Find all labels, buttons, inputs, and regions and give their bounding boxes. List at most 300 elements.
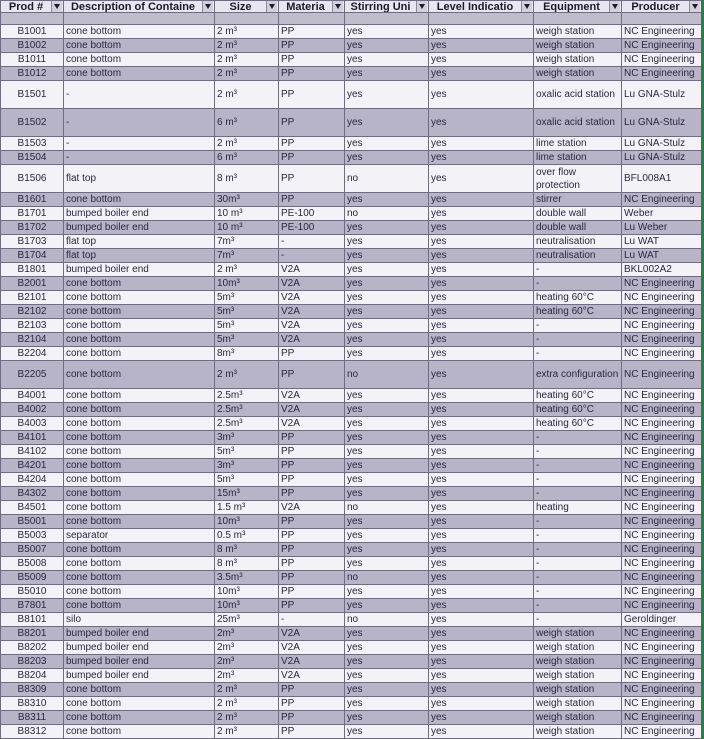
cell-stirring[interactable]: yes	[345, 319, 429, 333]
cell-producer[interactable]: NC Engineering	[622, 333, 702, 347]
table-row[interactable]	[1, 711, 702, 725]
cell-stirring[interactable]: yes	[345, 431, 429, 445]
table-row[interactable]	[1, 655, 702, 669]
cell-prod[interactable]: B1002	[1, 39, 64, 53]
cell-equipment[interactable]: heating 60°C	[534, 403, 622, 417]
cell-description[interactable]: cone bottom	[64, 557, 215, 571]
cell-producer[interactable]: NC Engineering	[622, 627, 702, 641]
cell-size[interactable]: 2 m³	[215, 361, 279, 389]
cell-stirring[interactable]: yes	[345, 291, 429, 305]
cell-description[interactable]: -	[64, 151, 215, 165]
table-row[interactable]	[1, 221, 702, 235]
cell-equipment[interactable]: -	[534, 277, 622, 291]
cell[interactable]	[215, 13, 279, 25]
table-row[interactable]	[1, 641, 702, 655]
cell-equipment[interactable]: weigh station	[534, 627, 622, 641]
cell-level[interactable]: yes	[429, 165, 534, 193]
cell-producer[interactable]: Lu GNA-Stulz	[622, 151, 702, 165]
cell-equipment[interactable]: -	[534, 473, 622, 487]
cell-size[interactable]: 8 m³	[215, 557, 279, 571]
cell-stirring[interactable]: yes	[345, 627, 429, 641]
table-row[interactable]	[1, 417, 702, 431]
cell-producer[interactable]: BKL002A2	[622, 263, 702, 277]
cell-producer[interactable]: NC Engineering	[622, 585, 702, 599]
cell-size[interactable]: 2 m³	[215, 725, 279, 739]
cell-description[interactable]: cone bottom	[64, 683, 215, 697]
cell-prod[interactable]: B1701	[1, 207, 64, 221]
cell-producer[interactable]: NC Engineering	[622, 193, 702, 207]
cell-size[interactable]: 8 m³	[215, 165, 279, 193]
cell-producer[interactable]: Weber	[622, 207, 702, 221]
cell-prod[interactable]: B5008	[1, 557, 64, 571]
cell-producer[interactable]: BFL008A1	[622, 165, 702, 193]
cell-prod[interactable]: B1601	[1, 193, 64, 207]
cell-description[interactable]: bumped boiler end	[64, 669, 215, 683]
cell-description[interactable]: cone bottom	[64, 431, 215, 445]
cell-producer[interactable]: NC Engineering	[622, 669, 702, 683]
cell-description[interactable]: -	[64, 109, 215, 137]
filter-dropdown-icon[interactable]	[609, 1, 620, 12]
cell-equipment[interactable]: neutralisation	[534, 235, 622, 249]
cell[interactable]	[534, 13, 622, 25]
cell-prod[interactable]: B2205	[1, 361, 64, 389]
cell-stirring[interactable]: no	[345, 361, 429, 389]
cell-material[interactable]: PP	[279, 347, 345, 361]
cell-description[interactable]: cone bottom	[64, 53, 215, 67]
cell-level[interactable]: yes	[429, 487, 534, 501]
cell-producer[interactable]: Geroldinger	[622, 613, 702, 627]
cell-equipment[interactable]: neutralisation	[534, 249, 622, 263]
cell-prod[interactable]: B1502	[1, 109, 64, 137]
cell-equipment[interactable]: weigh station	[534, 641, 622, 655]
cell-material[interactable]: PP	[279, 515, 345, 529]
filter-dropdown-icon[interactable]	[202, 1, 213, 12]
cell-description[interactable]: cone bottom	[64, 585, 215, 599]
cell-equipment[interactable]: -	[534, 347, 622, 361]
cell-equipment[interactable]: -	[534, 487, 622, 501]
cell-level[interactable]: yes	[429, 599, 534, 613]
table-row[interactable]	[1, 25, 702, 39]
cell-description[interactable]: cone bottom	[64, 501, 215, 515]
filter-dropdown-icon[interactable]	[51, 1, 62, 12]
table-row[interactable]	[1, 53, 702, 67]
cell-material[interactable]: V2A	[279, 305, 345, 319]
cell-size[interactable]: 6 m³	[215, 151, 279, 165]
cell-equipment[interactable]: oxalic acid station	[534, 81, 622, 109]
cell-size[interactable]: 3m³	[215, 431, 279, 445]
cell-level[interactable]: yes	[429, 403, 534, 417]
cell-producer[interactable]: NC Engineering	[622, 459, 702, 473]
cell-material[interactable]: V2A	[279, 403, 345, 417]
cell-prod[interactable]: B4201	[1, 459, 64, 473]
cell-size[interactable]: 2 m³	[215, 697, 279, 711]
table-row[interactable]	[1, 277, 702, 291]
cell-prod[interactable]: B5001	[1, 515, 64, 529]
cell-stirring[interactable]: yes	[345, 137, 429, 151]
cell-description[interactable]: bumped boiler end	[64, 641, 215, 655]
cell-material[interactable]: PP	[279, 137, 345, 151]
cell-description[interactable]: -	[64, 137, 215, 151]
cell-prod[interactable]: B1504	[1, 151, 64, 165]
cell-prod[interactable]: B8312	[1, 725, 64, 739]
cell-equipment[interactable]: -	[534, 585, 622, 599]
cell-equipment[interactable]: -	[534, 529, 622, 543]
cell-prod[interactable]: B2103	[1, 319, 64, 333]
cell-description[interactable]: cone bottom	[64, 473, 215, 487]
cell-level[interactable]: yes	[429, 655, 534, 669]
cell-producer[interactable]: NC Engineering	[622, 697, 702, 711]
cell-stirring[interactable]: yes	[345, 557, 429, 571]
cell-equipment[interactable]: -	[534, 333, 622, 347]
cell-producer[interactable]: Lu GNA-Stulz	[622, 137, 702, 151]
cell-prod[interactable]: B2001	[1, 277, 64, 291]
cell-material[interactable]: PP	[279, 53, 345, 67]
cell-description[interactable]: bumped boiler end	[64, 263, 215, 277]
table-row[interactable]	[1, 81, 702, 109]
cell-size[interactable]: 6 m³	[215, 109, 279, 137]
table-row[interactable]	[1, 39, 702, 53]
cell-material[interactable]: PP	[279, 165, 345, 193]
cell-prod[interactable]: B1001	[1, 25, 64, 39]
cell-level[interactable]: yes	[429, 585, 534, 599]
cell-material[interactable]: PP	[279, 109, 345, 137]
cell-size[interactable]: 8m³	[215, 347, 279, 361]
cell-producer[interactable]: NC Engineering	[622, 683, 702, 697]
cell-equipment[interactable]: heating	[534, 501, 622, 515]
cell-level[interactable]: yes	[429, 445, 534, 459]
table-row[interactable]	[1, 207, 702, 221]
filter-dropdown-icon[interactable]	[416, 1, 427, 12]
cell-size[interactable]: 10m³	[215, 277, 279, 291]
cell-description[interactable]: cone bottom	[64, 571, 215, 585]
cell[interactable]	[64, 13, 215, 25]
cell[interactable]	[279, 13, 345, 25]
cell-material[interactable]: PP	[279, 543, 345, 557]
cell-producer[interactable]: NC Engineering	[622, 25, 702, 39]
cell-stirring[interactable]: yes	[345, 697, 429, 711]
cell-producer[interactable]: NC Engineering	[622, 655, 702, 669]
cell-prod[interactable]: B4302	[1, 487, 64, 501]
cell-prod[interactable]: B4102	[1, 445, 64, 459]
cell-stirring[interactable]: yes	[345, 249, 429, 263]
cell-material[interactable]: V2A	[279, 263, 345, 277]
cell-size[interactable]: 2 m³	[215, 53, 279, 67]
cell-material[interactable]: V2A	[279, 291, 345, 305]
col-header-producer[interactable]	[622, 1, 702, 13]
cell-material[interactable]: PP	[279, 459, 345, 473]
cell-material[interactable]: PP	[279, 571, 345, 585]
table-row[interactable]	[1, 627, 702, 641]
cell-level[interactable]: yes	[429, 669, 534, 683]
table-row[interactable]	[1, 557, 702, 571]
cell-stirring[interactable]: yes	[345, 347, 429, 361]
cell-producer[interactable]: NC Engineering	[622, 473, 702, 487]
cell-size[interactable]: 2m³	[215, 655, 279, 669]
cell-material[interactable]: V2A	[279, 389, 345, 403]
cell-producer[interactable]: NC Engineering	[622, 487, 702, 501]
cell-producer[interactable]: Lu WAT	[622, 249, 702, 263]
cell-material[interactable]: V2A	[279, 277, 345, 291]
cell-level[interactable]: yes	[429, 221, 534, 235]
cell-prod[interactable]: B8204	[1, 669, 64, 683]
cell-producer[interactable]: NC Engineering	[622, 389, 702, 403]
cell-level[interactable]: yes	[429, 39, 534, 53]
table-row[interactable]	[1, 109, 702, 137]
cell-prod[interactable]: B7801	[1, 599, 64, 613]
cell-equipment[interactable]: -	[534, 459, 622, 473]
cell-description[interactable]: -	[64, 81, 215, 109]
table-row[interactable]	[1, 333, 702, 347]
cell-level[interactable]: yes	[429, 25, 534, 39]
cell-stirring[interactable]: yes	[345, 277, 429, 291]
cell-stirring[interactable]: yes	[345, 599, 429, 613]
cell-stirring[interactable]: yes	[345, 641, 429, 655]
table-row[interactable]	[1, 445, 702, 459]
cell-level[interactable]: yes	[429, 613, 534, 627]
cell-stirring[interactable]: yes	[345, 445, 429, 459]
cell-size[interactable]: 8 m³	[215, 543, 279, 557]
cell-prod[interactable]: B4001	[1, 389, 64, 403]
table-row[interactable]	[1, 431, 702, 445]
cell-level[interactable]: yes	[429, 81, 534, 109]
cell-material[interactable]: V2A	[279, 669, 345, 683]
cell-size[interactable]: 2 m³	[215, 137, 279, 151]
table-row[interactable]	[1, 697, 702, 711]
cell-producer[interactable]: NC Engineering	[622, 529, 702, 543]
cell-stirring[interactable]: yes	[345, 109, 429, 137]
cell-equipment[interactable]: double wall	[534, 207, 622, 221]
cell-description[interactable]: cone bottom	[64, 417, 215, 431]
cell-producer[interactable]: NC Engineering	[622, 319, 702, 333]
cell-stirring[interactable]: yes	[345, 725, 429, 739]
cell-description[interactable]: cone bottom	[64, 39, 215, 53]
cell-producer[interactable]: NC Engineering	[622, 725, 702, 739]
cell-equipment[interactable]: -	[534, 431, 622, 445]
cell-equipment[interactable]: -	[534, 599, 622, 613]
cell-material[interactable]: V2A	[279, 627, 345, 641]
cell-material[interactable]: V2A	[279, 333, 345, 347]
table-row[interactable]	[1, 263, 702, 277]
cell-prod[interactable]: B8311	[1, 711, 64, 725]
cell-producer[interactable]: NC Engineering	[622, 347, 702, 361]
cell-size[interactable]: 10m³	[215, 515, 279, 529]
cell-material[interactable]: PP	[279, 557, 345, 571]
cell-stirring[interactable]: yes	[345, 305, 429, 319]
cell-stirring[interactable]: yes	[345, 263, 429, 277]
cell-description[interactable]: silo	[64, 613, 215, 627]
cell-equipment[interactable]: heating 60°C	[534, 291, 622, 305]
cell-prod[interactable]: B8310	[1, 697, 64, 711]
table-row[interactable]	[1, 319, 702, 333]
cell-equipment[interactable]: lime station	[534, 137, 622, 151]
cell-producer[interactable]: NC Engineering	[622, 403, 702, 417]
cell-description[interactable]: cone bottom	[64, 67, 215, 81]
cell-description[interactable]: cone bottom	[64, 291, 215, 305]
cell-level[interactable]: yes	[429, 697, 534, 711]
cell-level[interactable]: yes	[429, 235, 534, 249]
cell-material[interactable]: PP	[279, 25, 345, 39]
table-row[interactable]	[1, 347, 702, 361]
cell-equipment[interactable]: weigh station	[534, 669, 622, 683]
cell-prod[interactable]: B1012	[1, 67, 64, 81]
cell-equipment[interactable]: weigh station	[534, 725, 622, 739]
cell-size[interactable]: 1.5 m³	[215, 501, 279, 515]
cell-description[interactable]: cone bottom	[64, 25, 215, 39]
cell-material[interactable]: PP	[279, 697, 345, 711]
cell-prod[interactable]: B5009	[1, 571, 64, 585]
cell-equipment[interactable]: weigh station	[534, 53, 622, 67]
cell-level[interactable]: yes	[429, 711, 534, 725]
cell-equipment[interactable]: weigh station	[534, 39, 622, 53]
cell-equipment[interactable]: over flow protection	[534, 165, 622, 193]
cell-equipment[interactable]: -	[534, 319, 622, 333]
filter-dropdown-icon[interactable]	[689, 1, 700, 12]
cell-producer[interactable]: NC Engineering	[622, 543, 702, 557]
table-row[interactable]	[1, 291, 702, 305]
cell-level[interactable]: yes	[429, 249, 534, 263]
cell-description[interactable]: cone bottom	[64, 389, 215, 403]
cell-equipment[interactable]: oxalic acid station	[534, 109, 622, 137]
table-row[interactable]	[1, 165, 702, 193]
cell-stirring[interactable]: yes	[345, 333, 429, 347]
cell-stirring[interactable]: yes	[345, 711, 429, 725]
cell-material[interactable]: V2A	[279, 319, 345, 333]
cell-prod[interactable]: B8309	[1, 683, 64, 697]
cell-stirring[interactable]: yes	[345, 683, 429, 697]
cell-producer[interactable]: NC Engineering	[622, 711, 702, 725]
cell-stirring[interactable]: yes	[345, 221, 429, 235]
cell-description[interactable]: cone bottom	[64, 305, 215, 319]
cell-stirring[interactable]: yes	[345, 515, 429, 529]
cell-producer[interactable]: NC Engineering	[622, 445, 702, 459]
cell-size[interactable]: 5m³	[215, 305, 279, 319]
cell-prod[interactable]: B8201	[1, 627, 64, 641]
cell-description[interactable]: separator	[64, 529, 215, 543]
cell-size[interactable]: 2 m³	[215, 67, 279, 81]
cell-stirring[interactable]: no	[345, 165, 429, 193]
table-row[interactable]	[1, 683, 702, 697]
cell-size[interactable]: 25m³	[215, 613, 279, 627]
cell-prod[interactable]: B5007	[1, 543, 64, 557]
cell-size[interactable]: 0.5 m³	[215, 529, 279, 543]
cell-material[interactable]: PP	[279, 151, 345, 165]
table-row[interactable]	[1, 389, 702, 403]
cell-level[interactable]: yes	[429, 277, 534, 291]
cell-level[interactable]: yes	[429, 431, 534, 445]
cell-level[interactable]: yes	[429, 543, 534, 557]
cell-size[interactable]: 2m³	[215, 627, 279, 641]
cell-level[interactable]: yes	[429, 207, 534, 221]
cell-prod[interactable]: B1011	[1, 53, 64, 67]
cell-size[interactable]: 2.5m³	[215, 403, 279, 417]
cell-equipment[interactable]: weigh station	[534, 655, 622, 669]
cell-producer[interactable]: NC Engineering	[622, 417, 702, 431]
cell-level[interactable]: yes	[429, 291, 534, 305]
cell-producer[interactable]: NC Engineering	[622, 291, 702, 305]
cell-description[interactable]: cone bottom	[64, 319, 215, 333]
cell-stirring[interactable]: yes	[345, 81, 429, 109]
cell-description[interactable]: cone bottom	[64, 403, 215, 417]
cell-size[interactable]: 3m³	[215, 459, 279, 473]
cell-level[interactable]: yes	[429, 683, 534, 697]
cell-material[interactable]: PP	[279, 431, 345, 445]
cell-level[interactable]: yes	[429, 501, 534, 515]
cell-stirring[interactable]: yes	[345, 543, 429, 557]
table-row[interactable]	[1, 515, 702, 529]
cell-level[interactable]: yes	[429, 571, 534, 585]
cell-equipment[interactable]: weigh station	[534, 683, 622, 697]
cell-level[interactable]: yes	[429, 627, 534, 641]
table-row[interactable]	[1, 599, 702, 613]
cell-level[interactable]: yes	[429, 109, 534, 137]
filter-dropdown-icon[interactable]	[332, 1, 343, 12]
cell-description[interactable]: cone bottom	[64, 725, 215, 739]
cell-material[interactable]: PP	[279, 683, 345, 697]
cell-description[interactable]: cone bottom	[64, 193, 215, 207]
cell-level[interactable]: yes	[429, 473, 534, 487]
cell-prod[interactable]: B2102	[1, 305, 64, 319]
cell-producer[interactable]: Lu GNA-Stulz	[622, 109, 702, 137]
cell-equipment[interactable]: weigh station	[534, 67, 622, 81]
cell-equipment[interactable]: lime station	[534, 151, 622, 165]
cell-size[interactable]: 5m³	[215, 333, 279, 347]
cell-equipment[interactable]: -	[534, 557, 622, 571]
table-row[interactable]	[1, 193, 702, 207]
cell-equipment[interactable]: heating 60°C	[534, 305, 622, 319]
cell-size[interactable]: 10 m³	[215, 207, 279, 221]
cell-level[interactable]: yes	[429, 137, 534, 151]
table-row[interactable]	[1, 529, 702, 543]
cell-producer[interactable]: NC Engineering	[622, 53, 702, 67]
cell-level[interactable]: yes	[429, 151, 534, 165]
table-row[interactable]	[1, 305, 702, 319]
cell-prod[interactable]: B8203	[1, 655, 64, 669]
cell-material[interactable]: -	[279, 235, 345, 249]
cell-level[interactable]: yes	[429, 305, 534, 319]
cell-level[interactable]: yes	[429, 389, 534, 403]
cell-material[interactable]: PP	[279, 39, 345, 53]
cell-stirring[interactable]: yes	[345, 655, 429, 669]
cell-producer[interactable]: NC Engineering	[622, 305, 702, 319]
cell-stirring[interactable]: yes	[345, 529, 429, 543]
cell-producer[interactable]: NC Engineering	[622, 361, 702, 389]
cell-material[interactable]: PP	[279, 585, 345, 599]
cell-material[interactable]: PP	[279, 445, 345, 459]
cell-equipment[interactable]: weigh station	[534, 711, 622, 725]
cell-producer[interactable]: Lu GNA-Stulz	[622, 81, 702, 109]
col-header-material[interactable]	[279, 1, 345, 13]
cell-producer[interactable]: NC Engineering	[622, 599, 702, 613]
cell-prod[interactable]: B4204	[1, 473, 64, 487]
cell-prod[interactable]: B8202	[1, 641, 64, 655]
cell-stirring[interactable]: yes	[345, 193, 429, 207]
cell-size[interactable]: 7m³	[215, 235, 279, 249]
cell-stirring[interactable]: yes	[345, 459, 429, 473]
cell-prod[interactable]: B8101	[1, 613, 64, 627]
table-row[interactable]	[1, 725, 702, 739]
cell-producer[interactable]: NC Engineering	[622, 571, 702, 585]
cell-level[interactable]: yes	[429, 417, 534, 431]
cell-level[interactable]: yes	[429, 319, 534, 333]
cell-material[interactable]: PP	[279, 487, 345, 501]
cell-level[interactable]: yes	[429, 515, 534, 529]
cell-size[interactable]: 2m³	[215, 641, 279, 655]
cell-size[interactable]: 2.5m³	[215, 389, 279, 403]
cell-equipment[interactable]: -	[534, 515, 622, 529]
cell-material[interactable]: -	[279, 613, 345, 627]
cell-level[interactable]: yes	[429, 347, 534, 361]
cell-material[interactable]: PP	[279, 361, 345, 389]
